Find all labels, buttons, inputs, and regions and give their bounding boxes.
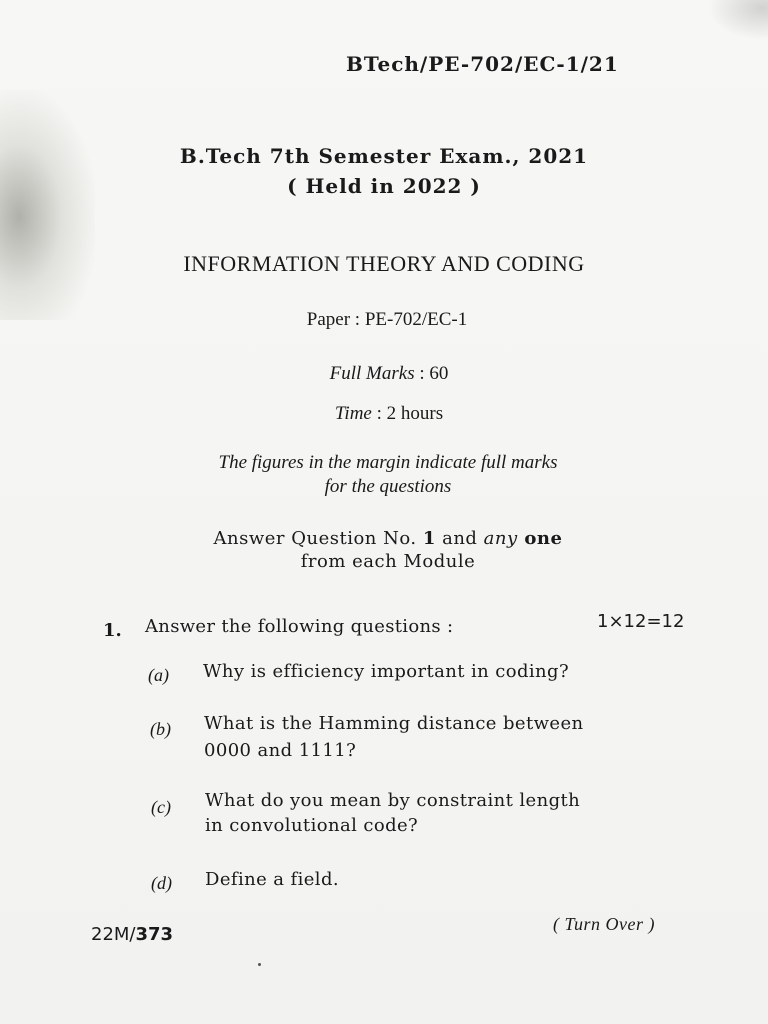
time-line [0, 403, 768, 425]
instruction-line-2: for the questions [324, 476, 452, 497]
part-text: Why is efficiency important in coding? [203, 661, 570, 682]
footer-code-prefix: 22M/ [91, 924, 136, 945]
paper-line [0, 309, 768, 331]
answer-mid: and [435, 528, 484, 549]
answer-any: any [483, 528, 518, 549]
part-text: in convolutional code? [205, 815, 419, 836]
paper-code: BTech/PE-702/EC-1/21 [346, 52, 619, 76]
answer-question-number: 1 [422, 528, 436, 549]
part-text: Define a field. [205, 869, 339, 890]
part-text: What do you mean by constraint length [205, 790, 581, 811]
question-text: Answer the following questions : [145, 616, 454, 637]
held-in: ( Held in 2022 ) [287, 174, 481, 198]
full-marks-line [0, 363, 768, 385]
question-marks: 1×12=12 [597, 611, 685, 632]
ink-speck [258, 963, 261, 966]
instruction-line-1: The figures in the margin indicate full marks [218, 452, 558, 473]
subject-title [0, 251, 768, 277]
exam-title: B.Tech 7th Semester Exam., 2021 [179, 144, 589, 168]
time-label: Time [334, 403, 372, 424]
answer-one: one [517, 528, 563, 549]
page-shadow-corner [708, 0, 768, 40]
part-text: What is the Hamming distance between [204, 713, 584, 734]
part-label: (a) [148, 665, 169, 685]
footer-code [91, 924, 173, 945]
full-marks-value: : 60 [419, 363, 449, 384]
answer-pre: Answer Question No. [213, 528, 423, 549]
subject-text: INFORMATION THEORY AND CODING [183, 251, 585, 276]
turn-over: ( Turn Over ) [553, 914, 655, 934]
question-number: 1. [103, 620, 122, 641]
paper-label: Paper : [306, 309, 361, 330]
part-label: (c) [151, 797, 171, 817]
time-value: : 2 hours [376, 403, 444, 424]
full-marks-label: Full Marks [329, 363, 415, 384]
page-shadow [0, 90, 95, 320]
footer-code-number: 373 [135, 924, 174, 945]
answer-instruction [0, 528, 768, 549]
paper-code-value: PE-702/EC-1 [364, 309, 468, 330]
part-text: 0000 and 1111? [204, 740, 357, 761]
part-label: (d) [151, 873, 172, 893]
part-label: (b) [150, 719, 171, 739]
answer-instruction-line-2: from each Module [300, 551, 476, 572]
